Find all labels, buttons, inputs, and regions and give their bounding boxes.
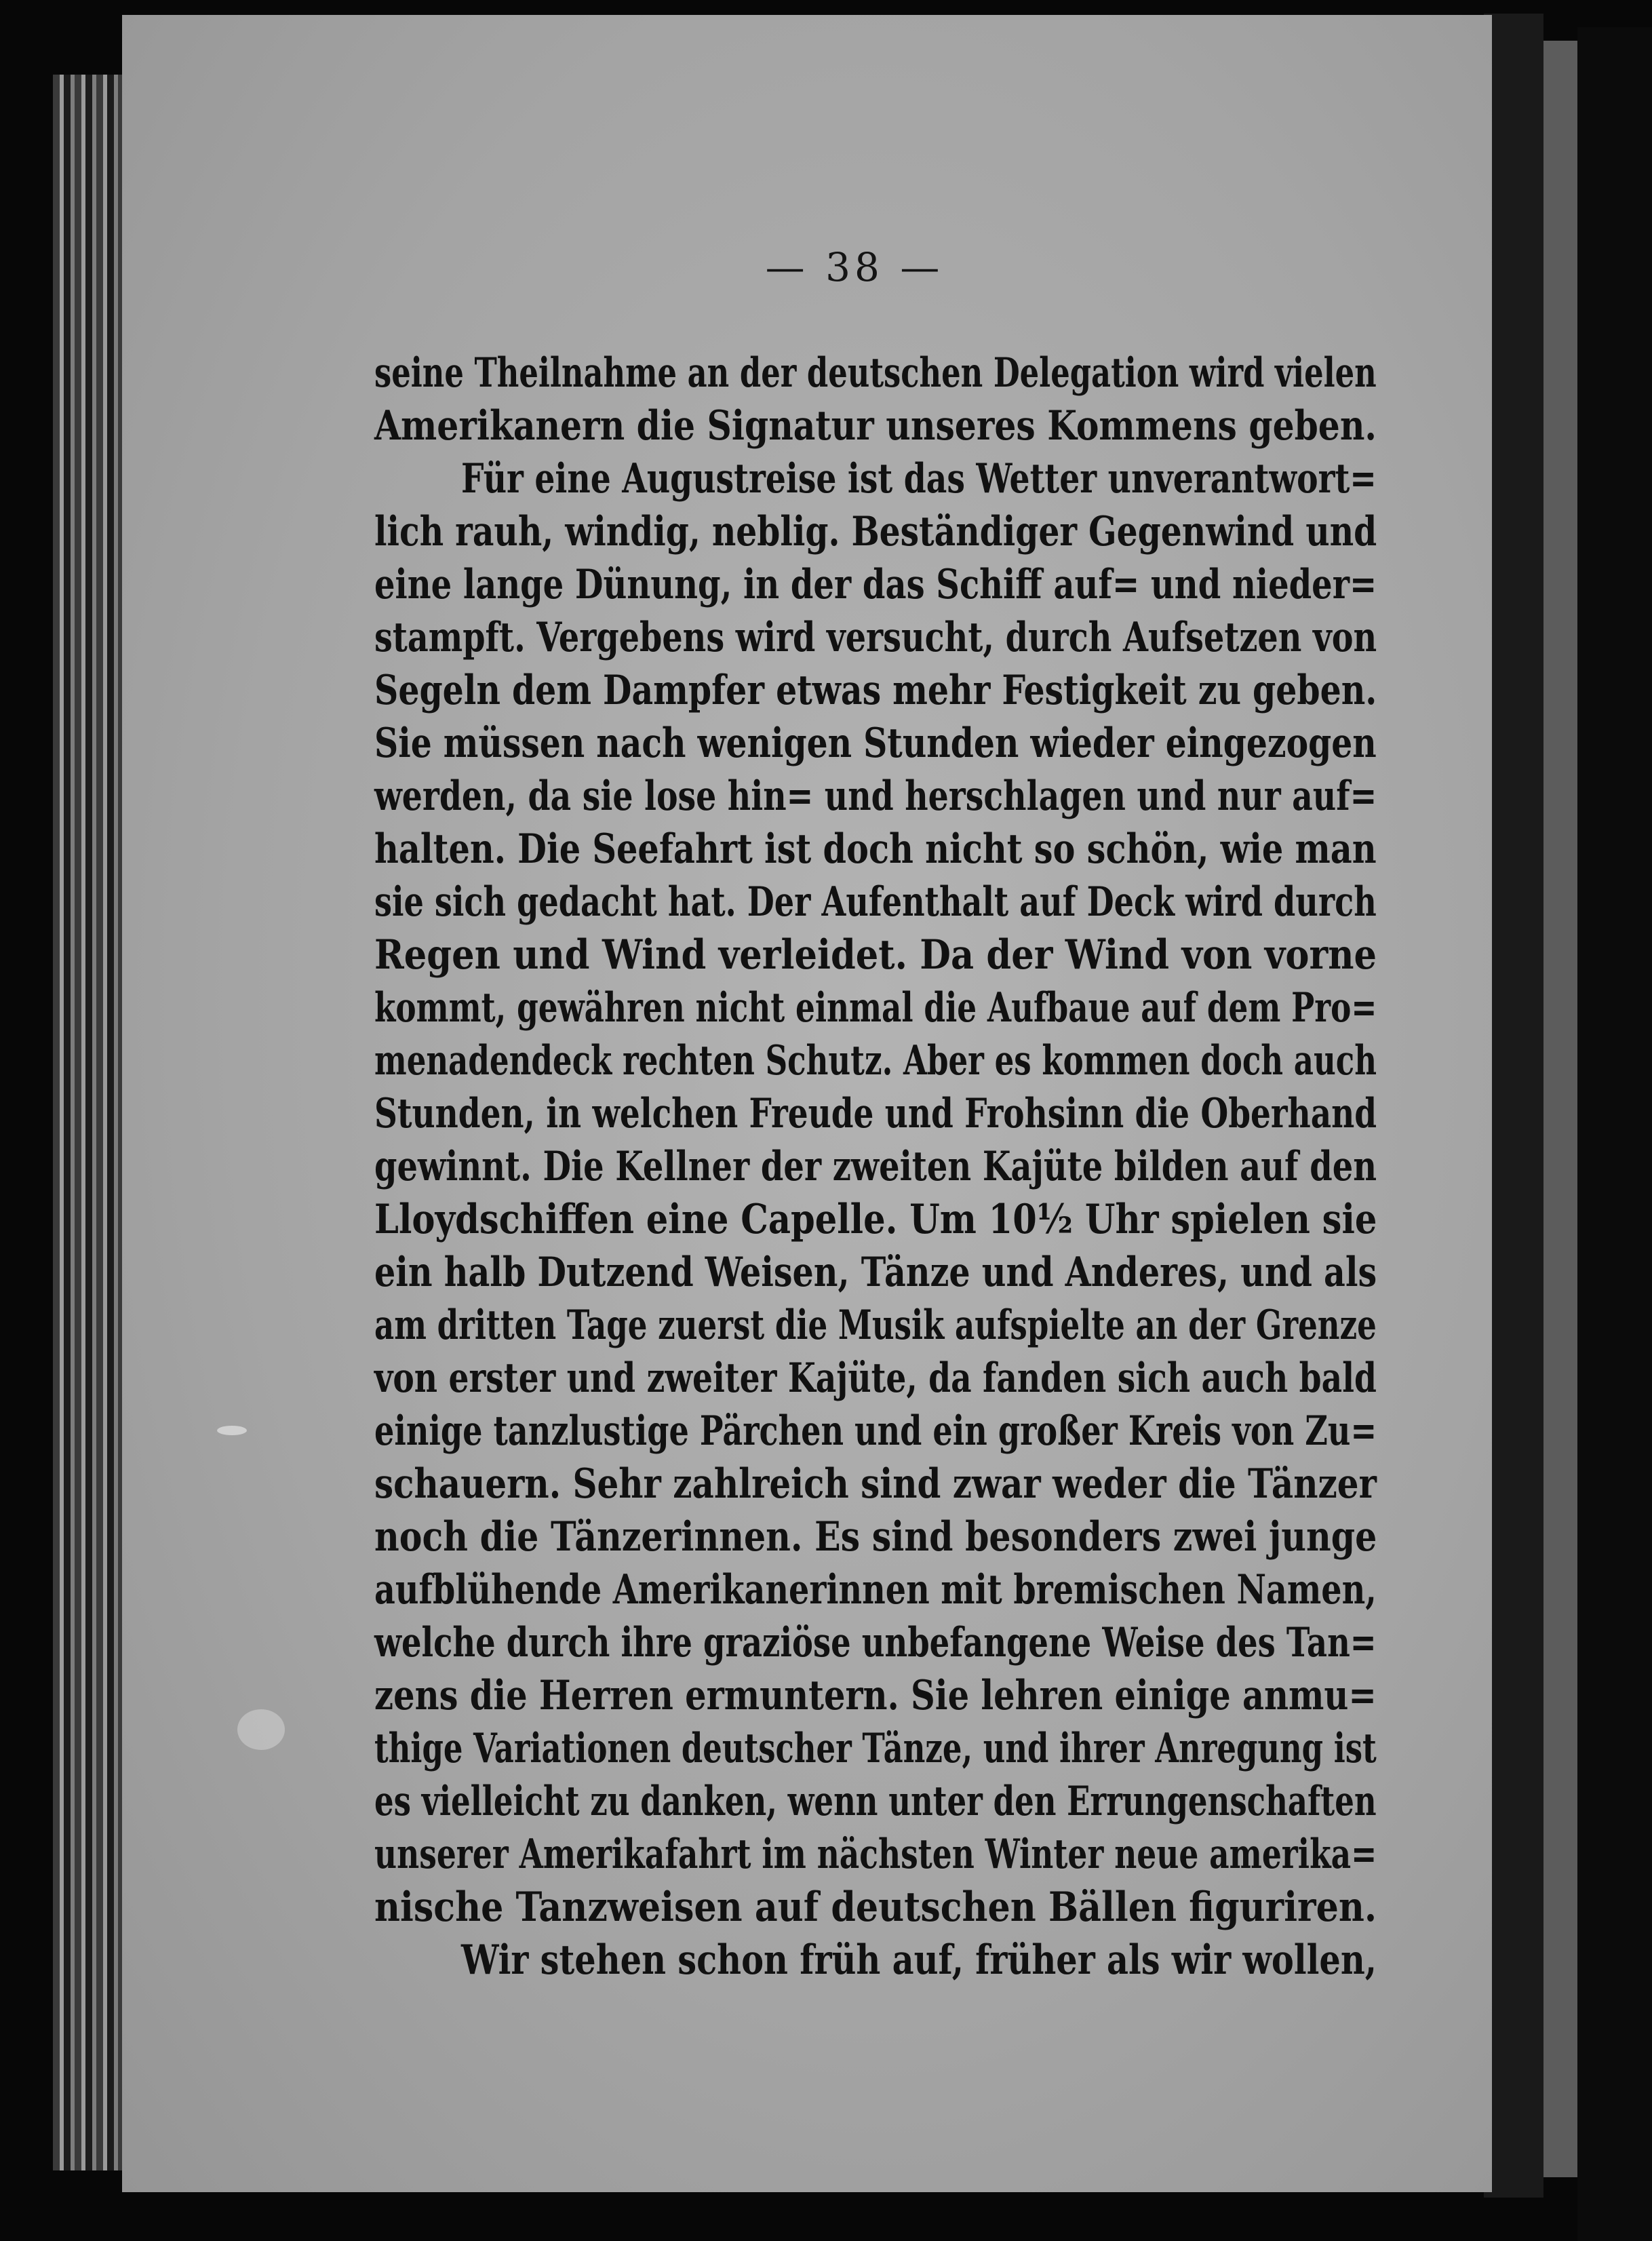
text-line: am dritten Tage zuerst die Musik aufspielte an der Grenze xyxy=(374,1302,1377,1349)
text-line: zens die Herren ermuntern. Sie lehren einige anmu= xyxy=(374,1672,1377,1719)
text-line: Lloydschiffen eine Capelle. Um 10½ Uhr spielen sie xyxy=(374,1196,1377,1243)
text-line: Amerikanern die Signatur unseres Kommens geben. xyxy=(374,402,1377,450)
text-line: lich rauh, windig, neblig. Beständiger Gegenwind und xyxy=(374,508,1377,556)
text-line: welche durch ihre graziöse unbefangene Weise des Tan= xyxy=(374,1619,1377,1667)
text-line: nische Tanzweisen auf deutschen Bällen figuriren. xyxy=(374,1884,1377,1931)
text-line: Segeln dem Dampfer etwas mehr Festigkeit zu geben. xyxy=(374,667,1377,714)
text-line: thige Variationen deutscher Tänze, und ihrer Anregung ist xyxy=(374,1725,1377,1772)
text-line: menadendeck rechten Schutz. Aber es kommen doch auch xyxy=(374,1037,1377,1085)
text-line: Für eine Augustreise ist das Wetter unverantwort= xyxy=(461,455,1377,503)
text-line: halten. Die Seefahrt ist doch nicht so schön, wie man xyxy=(374,825,1377,873)
page-number: — 38 — xyxy=(765,244,944,290)
text-line: aufblühende Amerikanerinnen mit bremischen Namen, xyxy=(374,1566,1377,1614)
text-line: kommt, gewähren nicht einmal die Aufbaue auf dem Pro= xyxy=(374,984,1377,1032)
text-line: schauern. Sehr zahlreich sind zwar weder die Tänzer xyxy=(374,1460,1377,1508)
text-line: unserer Amerikafahrt im nächsten Winter neue amerika= xyxy=(374,1831,1377,1878)
text-line: gewinnt. Die Kellner der zweiten Kajüte bilden auf den xyxy=(374,1143,1377,1190)
text-line: eine lange Dünung, in der das Schiff auf= und nieder= xyxy=(374,561,1377,608)
text-line: stampft. Vergebens wird versucht, durch Aufsetzen von xyxy=(374,614,1377,661)
text-line: sie sich gedacht hat. Der Aufenthalt auf Deck wird durch xyxy=(374,878,1377,926)
text-line: werden, da sie lose hin= und herschlagen und nur auf= xyxy=(374,773,1377,820)
text-line: seine Theilnahme an der deutschen Delegation wird vielen xyxy=(374,349,1377,397)
text-line: noch die Tänzerinnen. Es sind besonders zwei junge xyxy=(374,1513,1377,1561)
text-line: einige tanzlustige Pärchen und ein großer Kreis von Zu= xyxy=(374,1407,1377,1455)
text-line: von erster und zweiter Kajüte, da fanden sich auch bald xyxy=(374,1355,1377,1402)
text-line: ein halb Dutzend Weisen, Tänze und Anderes, und als xyxy=(374,1249,1377,1296)
text-line: es vielleicht zu danken, wenn unter den Errungenschaften xyxy=(374,1778,1377,1825)
text-line: Regen und Wind verleidet. Da der Wind von vorne xyxy=(374,931,1377,979)
text-line: Sie müssen nach wenigen Stunden wieder eingezogen xyxy=(374,720,1377,767)
text-line: Stunden, in welchen Freude und Frohsinn die Oberhand xyxy=(374,1090,1377,1137)
text-line: Wir stehen schon früh auf, früher als wir wollen, xyxy=(461,1936,1377,1984)
